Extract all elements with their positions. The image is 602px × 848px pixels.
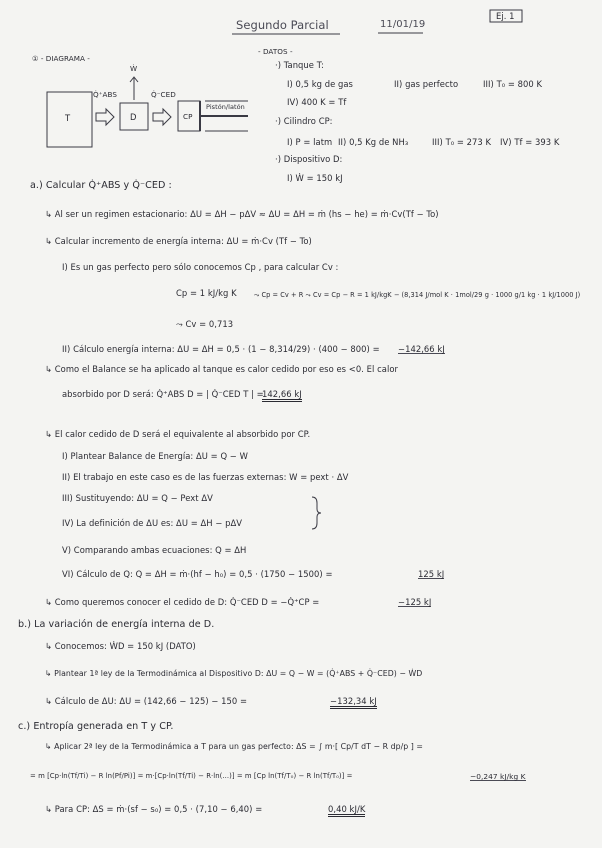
part-a-heading: a.) Calcular Q̇⁺ABS y Q̇⁻CED : — [30, 180, 172, 191]
datos-tank-4: IV) 400 K = Tf — [287, 97, 347, 107]
part-c-heading: c.) Entropía generada en T y CP. — [18, 721, 174, 732]
part-a-line-13: IV) La definición de ΔU es: ΔU = ΔH − pΔV — [62, 518, 243, 528]
datos-tank-3: III) T₀ = 800 K — [483, 79, 543, 89]
part-a-line-8: absorbido por D será: Q̇⁺ABS D = | Q̇⁻CED T | = — [62, 389, 264, 399]
datos-disp-1: I) Ẇ = 150 kJ — [287, 173, 343, 183]
datos-cyl-3: III) T₀ = 273 K — [432, 137, 492, 147]
part-b-result: −132,34 kJ — [330, 697, 377, 709]
part-b-line-3: ↳ Cálculo de ΔU: ΔU = (142,66 − 125) − 150 = — [45, 696, 248, 706]
work-label: Ẇ — [130, 64, 138, 73]
part-c-line-1: ↳ Aplicar 2ª ley de la Termodinámica a T para un gas perfecto: ΔS = ∫ m·[ Cp/T dT − R dp/p ] = — [45, 742, 423, 751]
part-a-line-3: I) Es un gas perfecto pero sólo conocemos Cp , para calcular Cv : — [62, 262, 339, 272]
datos-cyl-1: I) P = latm — [287, 137, 333, 147]
part-a-line-7: ↳ Como el Balance se ha aplicado al tanque es calor cedido por eso es <0. El calor — [45, 364, 398, 374]
datos-tank-label: ·) Tanque T: — [275, 60, 324, 70]
exercise-number: Ej. 1 — [496, 11, 515, 21]
q-ced-label: Q̇⁻CED — [151, 90, 176, 99]
part-a-line-12: III) Sustituyendo: ΔU = Q − Pext ΔV — [62, 493, 213, 503]
part-b-line-1: ↳ Conocemos: ẆD = 150 kJ (DATO) — [45, 641, 196, 651]
datos-tank-2: II) gas perfecto — [394, 79, 459, 89]
part-a-line-6: II) Cálculo energía interna: ΔU = ΔH = 0,5 · (1 − 8,314/29) · (400 − 800) = — [62, 344, 380, 354]
part-a-line-11: II) El trabajo en este caso es de las fuerzas externas: W = pext · ΔV — [62, 472, 349, 482]
part-a-line-5: ⤳ Cv = 0,713 — [176, 319, 234, 329]
q-abs-arrow — [96, 109, 114, 125]
part-c-line-2: = m [Cp·ln(Tf/Ti) − R ln(Pf/Pi)] = m·[Cp·ln(Tf/Ti) − R·ln(...)] = m [Cp ln(Tf/T₀) − R ln(Tf/T₀)] = — [30, 772, 353, 780]
tank-label: T — [65, 113, 71, 123]
cylinder-label: CP — [183, 112, 193, 121]
datos-cyl-label: ·) Cilindro CP: — [275, 116, 333, 126]
q-abs-label: Q̇⁺ABS — [93, 90, 117, 99]
datos-cyl-4: IV) Tf = 393 K — [500, 137, 560, 147]
part-a-line-4b: ⤳ Cp = Cv + R ⤳ Cv = Cp − R = 1 kJ/kgK − (8,314 J/mol K · 1mol/29 g · 1000 g/1 kg · 1 kJ/1000 J) — [254, 291, 581, 299]
part-a-result-q-ced: −125 kJ — [398, 597, 432, 607]
part-a-line-4a: Cp = 1 kJ/kg K — [176, 288, 237, 298]
q-ced-arrow — [153, 109, 171, 125]
part-a-line-9: ↳ El calor cedido de D será el equivalente al absorbido por CP. — [45, 429, 311, 439]
part-a-line-10: I) Plantear Balance de Energía: ΔU = Q − W — [62, 451, 248, 461]
part-a-result-q-abs: 142,66 kJ — [262, 390, 302, 402]
part-a-line-15: VI) Cálculo de Q: Q = ΔH = ṁ·(hf − h₀) = 0,5 · (1750 − 1500) = — [62, 569, 333, 579]
part-a-line-2: ↳ Calcular incremento de energía interna: ΔU = ṁ·Cv (Tf − To) — [45, 236, 312, 246]
page-title: Segundo Parcial — [236, 18, 329, 32]
datos-disp-label: ·) Dispositivo D: — [275, 154, 343, 164]
part-c-result-cp: 0,40 kJ/K — [328, 805, 365, 817]
device-label: D — [130, 112, 137, 122]
part-c-line-3: ↳ Para CP: ΔS = ṁ·(sf − s₀) = 0,5 · (7,10 − 6,40) = — [45, 804, 263, 814]
part-a-result-q: 125 kJ — [418, 569, 445, 579]
part-b-line-2: ↳ Plantear 1ª ley de la Termodinámica al Dispositivo D: ΔU = Q − W = (Q̇⁺ABS + Q̇⁻CED) − ẆD — [45, 669, 423, 678]
part-a-result-delta-u: −142,66 kJ — [398, 344, 445, 354]
part-a-line-1: ↳ Al ser un regimen estacionario: ΔU = ΔH − pΔV ≈ ΔU = ΔH = ṁ (hs − he) = ṁ·Cv(Tf − To) — [45, 209, 439, 219]
part-a-line-16: ↳ Como queremos conocer el cedido de D: Q̇⁻CED D = −Q̇⁺CP = — [45, 597, 320, 607]
diagram-heading: ① - DIAGRAMA - — [32, 54, 90, 63]
datos-heading: - DATOS - — [258, 47, 293, 56]
datos-tank-1: I) 0,5 kg de gas — [287, 79, 353, 89]
piston-label: Pistón/latón — [206, 103, 245, 111]
part-c-result-t: −0,247 kJ/kg K — [470, 772, 526, 781]
part-a-line-14: V) Comparando ambas ecuaciones: Q = ΔH — [62, 545, 247, 555]
exam-date: 11/01/19 — [380, 19, 426, 30]
datos-cyl-2: II) 0,5 Kg de NH₃ — [338, 137, 409, 147]
part-b-heading: b.) La variación de energía interna de D. — [18, 619, 215, 630]
